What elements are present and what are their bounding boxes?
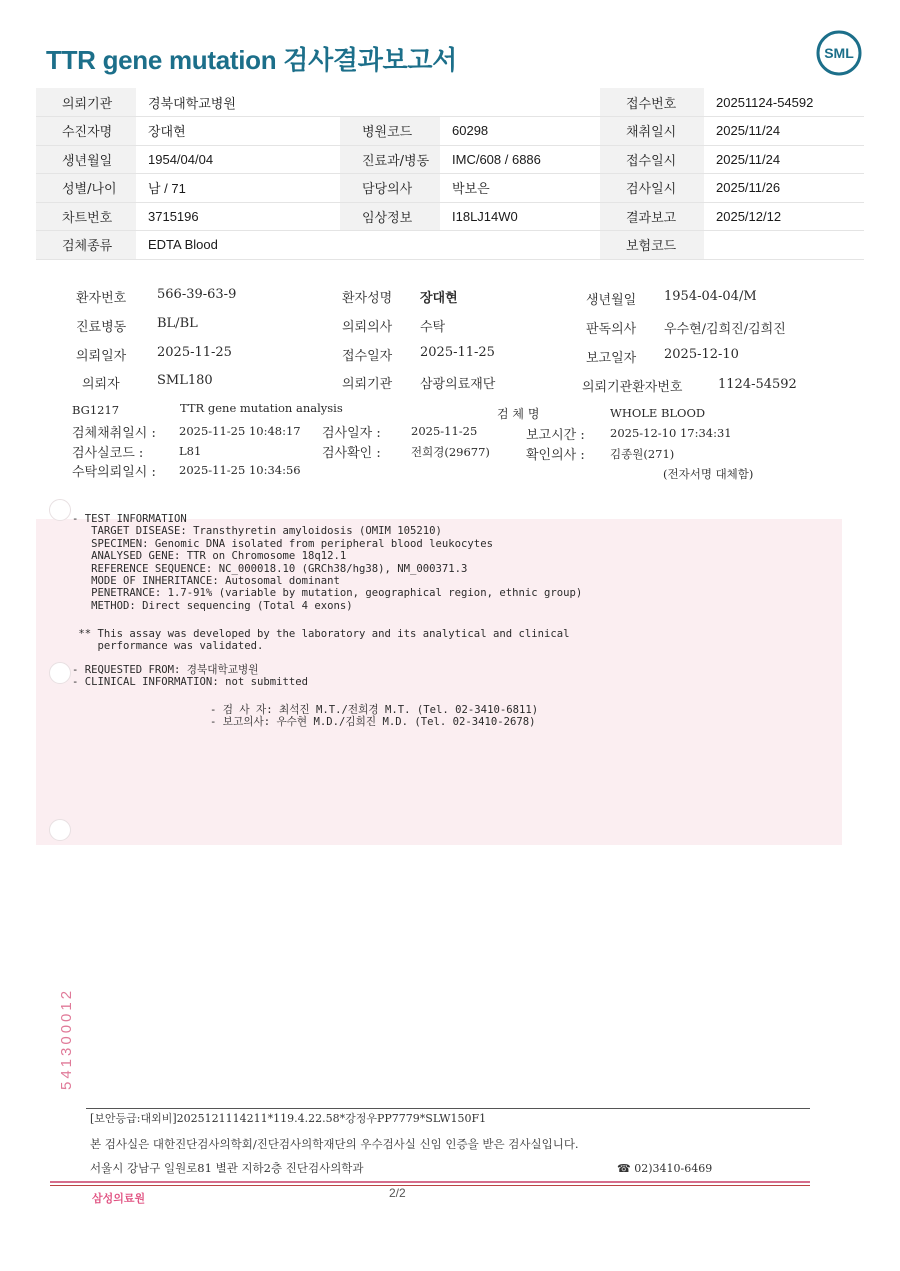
- info-label: 임상정보: [340, 202, 440, 231]
- label-org-patient-no: 의뢰기관환자번호: [582, 380, 683, 395]
- value-ward: BL/BL: [157, 316, 198, 331]
- value-exam-date: 2025-11-25: [411, 424, 478, 438]
- value-patient-no: 566-39-63-9: [157, 287, 237, 302]
- value-requester: SML180: [157, 373, 213, 388]
- info-label: 보험코드: [600, 231, 704, 260]
- label-consign: 수탁의뢰일시 :: [72, 465, 156, 480]
- value-req-date: 2025-11-25: [157, 345, 232, 360]
- text-line: ** This assay was developed by the laboratory and its analytical and clinical: [72, 628, 570, 640]
- page-number: 2/2: [389, 1186, 406, 1200]
- text-line: SPECIMEN: Genomic DNA isolated from peripheral blood leukocytes: [72, 537, 493, 550]
- info-label: 접수번호: [600, 88, 704, 117]
- assay-note: [72, 628, 569, 653]
- esign-note: (전자서명 대체함): [663, 467, 754, 481]
- label-confirm: 검사확인 :: [322, 446, 381, 461]
- info-label: 담당의사: [340, 174, 440, 203]
- info-label: 검사일시: [600, 174, 704, 203]
- label-req-org: 의뢰기관: [342, 377, 393, 392]
- text-line: - 보고의사: 우수현 M.D./김희진 M.D. (Tel. 02-3410-2678): [210, 716, 536, 729]
- info-row: [36, 174, 864, 203]
- info-value: 20251124-54592: [704, 88, 864, 117]
- info-label: 병원코드: [340, 117, 440, 146]
- label-confirm-doc: 확인의사 :: [526, 448, 585, 463]
- info-label: 결과보고: [600, 202, 704, 231]
- side-serial-number: 541300012: [58, 987, 75, 1090]
- text-line: PENETRANCE: 1.7-91% (variable by mutation, geographical region, ethnic group): [72, 587, 583, 600]
- value-patient-name: 장대현: [420, 291, 458, 306]
- value-birth: 1954-04-04/M: [664, 289, 757, 304]
- info-label: 진료과/병동: [340, 145, 440, 174]
- label-patient-name: 환자성명: [342, 291, 393, 306]
- value-collect: 2025-11-25 10:48:17: [179, 424, 301, 438]
- footer-divider: [86, 1108, 810, 1109]
- info-value: 경북대학교병원: [136, 88, 340, 117]
- value-doctor: 수탁: [420, 320, 446, 335]
- value-specimen: WHOLE BLOOD: [610, 406, 706, 420]
- info-value: 1954/04/04: [136, 145, 340, 174]
- label-reader: 판독의사: [586, 322, 637, 337]
- info-label: 채취일시: [600, 117, 704, 146]
- text-line: performance was validated.: [72, 640, 264, 653]
- punch-hole: [49, 819, 71, 841]
- sml-logo: [814, 28, 864, 78]
- info-label: 차트번호: [36, 202, 136, 231]
- footer-red-line-thin: [50, 1185, 810, 1186]
- info-empty: [440, 88, 600, 117]
- label-ward: 진료병동: [76, 320, 127, 335]
- label-recv-date: 접수일자: [342, 349, 393, 364]
- info-value: 2025/12/12: [704, 202, 864, 231]
- value-lab-code: L81: [179, 444, 202, 458]
- label-birth: 생년월일: [586, 293, 637, 308]
- info-value: I18LJ14W0: [440, 202, 600, 231]
- info-row: [36, 117, 864, 146]
- info-value: 2025/11/24: [704, 145, 864, 174]
- value-confirm-doc: 김종원(271): [610, 447, 675, 461]
- label-report-date: 보고일자: [586, 351, 637, 366]
- info-value: 3715196: [136, 202, 340, 231]
- info-empty: [440, 231, 600, 260]
- cert-statement: 본 검사실은 대한진단검사의학회/진단검사의학재단의 우수검사실 신임 인증을 받은 검사실입니다.: [90, 1137, 579, 1151]
- info-row: [36, 88, 864, 117]
- info-label: 생년월일: [36, 145, 136, 174]
- info-label: 수진자명: [36, 117, 136, 146]
- label-report-time: 보고시간 :: [526, 428, 585, 443]
- info-empty: [340, 88, 440, 117]
- value-reader: 우수현/김희진/김희진: [664, 322, 786, 337]
- test-code: BG1217: [72, 403, 120, 417]
- footer-red-line: [50, 1181, 810, 1183]
- info-value: 장대현: [136, 117, 340, 146]
- label-requester: 의뢰자: [82, 377, 120, 392]
- text-line: REFERENCE SEQUENCE: NC_000018.10 (GRCh38/hg38), NM_000371.3: [72, 562, 468, 575]
- staff-info: [210, 704, 538, 729]
- value-consign: 2025-11-25 10:34:56: [179, 463, 301, 477]
- brand-name: 삼성의료원: [92, 1192, 146, 1205]
- label-req-date: 의뢰일자: [76, 349, 127, 364]
- info-value: 박보은: [440, 174, 600, 203]
- logo-text: SML: [824, 45, 854, 61]
- text-line: - REQUESTED FROM: 경북대학교병원: [72, 664, 259, 676]
- info-label: 의뢰기관: [36, 88, 136, 117]
- info-row: [36, 231, 864, 260]
- lab-address: 서울시 강남구 일원로81 별관 지하2층 진단검사의학과: [90, 1161, 364, 1175]
- text-line: ANALYSED GENE: TTR on Chromosome 18q12.1: [72, 550, 347, 563]
- value-report-time: 2025-12-10 17:34:31: [610, 426, 732, 440]
- test-information: [72, 513, 582, 612]
- info-value: IMC/608 / 6886: [440, 145, 600, 174]
- text-line: MODE OF INHERITANCE: Autosomal dominant: [72, 575, 340, 588]
- label-lab-code: 검사실코드 :: [72, 446, 144, 461]
- text-line: TARGET DISEASE: Transthyretin amyloidosis (OMIM 105210): [72, 525, 442, 538]
- report-title: TTR gene mutation 검사결과보고서: [46, 45, 457, 75]
- label-exam-date: 검사일자 :: [322, 426, 381, 441]
- request-info: [72, 664, 308, 689]
- info-row: [36, 202, 864, 231]
- label-collect: 검체채취일시 :: [72, 426, 156, 441]
- info-row: [36, 145, 864, 174]
- label-patient-no: 환자번호: [76, 291, 127, 306]
- info-label: 성별/나이: [36, 174, 136, 203]
- info-value: [704, 231, 864, 260]
- value-org-patient-no: 1124-54592: [718, 377, 797, 392]
- value-confirm: 전희경(29677): [411, 445, 490, 459]
- info-value: 2025/11/24: [704, 117, 864, 146]
- text-line: - CLINICAL INFORMATION: not submitted: [72, 676, 308, 689]
- label-doctor: 의뢰의사: [342, 320, 393, 335]
- header-info-table: [36, 88, 864, 260]
- info-label: 접수일시: [600, 145, 704, 174]
- text-line: - 검 사 자: 최석진 M.T./전희경 M.T. (Tel. 02-3410-6811): [210, 704, 539, 716]
- test-name: TTR gene mutation analysis: [180, 401, 343, 415]
- value-req-org: 삼광의료재단: [420, 377, 496, 392]
- info-value: EDTA Blood: [136, 231, 340, 260]
- info-label: 검체종류: [36, 231, 136, 260]
- value-report-date: 2025-12-10: [664, 347, 739, 362]
- punch-hole: [49, 662, 71, 684]
- label-specimen: 검 체 명: [497, 407, 540, 421]
- info-value: 남 / 71: [136, 174, 340, 203]
- punch-hole: [49, 499, 71, 521]
- info-value: 60298: [440, 117, 600, 146]
- text-line: METHOD: Direct sequencing (Total 4 exons): [72, 599, 353, 612]
- value-recv-date: 2025-11-25: [420, 345, 495, 360]
- info-empty: [340, 231, 440, 260]
- security-line: [보안등급:대외비]2025121114211*119.4.22.58*강정우PP7779*SLW150F1: [90, 1112, 487, 1125]
- info-value: 2025/11/26: [704, 174, 864, 203]
- lab-phone: ☎ 02)3410-6469: [617, 1162, 713, 1175]
- text-line: - TEST INFORMATION: [72, 513, 187, 525]
